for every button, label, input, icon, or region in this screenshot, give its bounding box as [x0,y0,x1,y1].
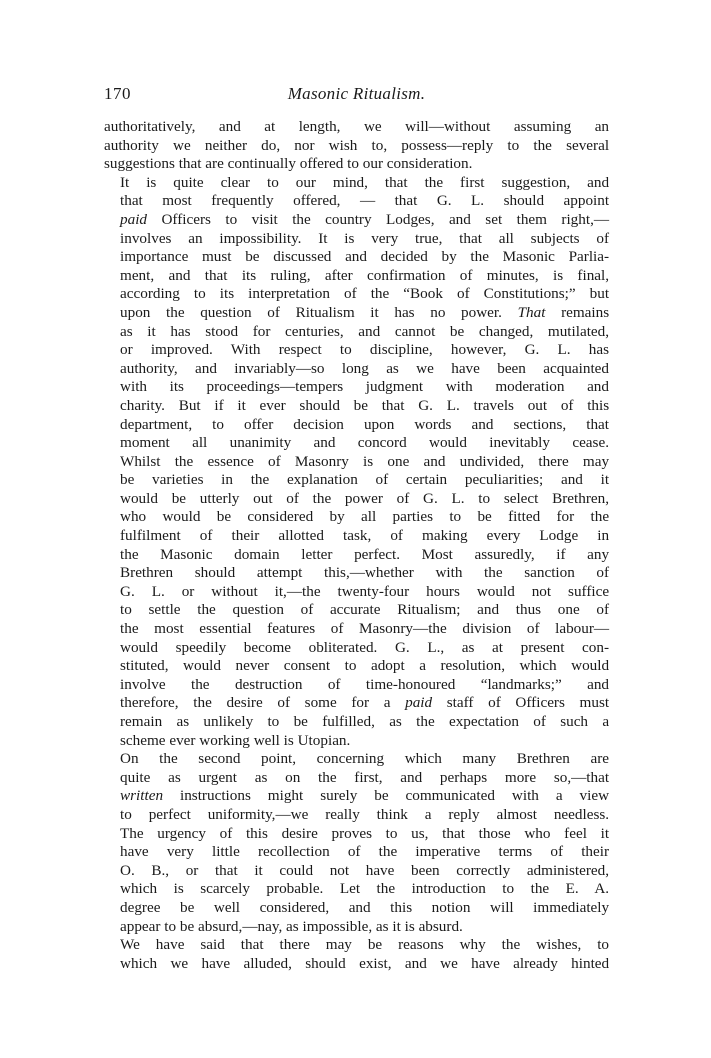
text-line: with its proceedings—tempers judgment with moderation and [120,378,609,396]
text-line: written instructions might surely be communicated with a view [120,787,610,805]
text-line: remain as unlikely to be fulfilled, as the expectation of such a [120,713,610,730]
text-line: suggestions that are continually offered to our consideration. [104,155,473,173]
text-line: that most frequently offered, — that G. L. should appoint [120,192,610,210]
text-line: department, to offer decision upon words and sections, that [120,415,610,433]
paragraph [104,750,609,936]
text-line: authority, and invariably—so long as we have been acquainted [120,359,609,377]
text-line: to perfect uniformity,—we really think a reply almost needless. [120,805,610,823]
text-line: We have said that there may be reasons why the wishes, to [120,936,610,954]
text-line: the most essential features of Masonry—the division of labour— [120,620,610,638]
text-line: to settle the question of accurate Ritualism; and thus one of [120,601,610,619]
text-line: G. L. or without it,—the twenty-four hours would not suffice [120,582,610,600]
text-line: scheme ever working well is Utopian. [120,731,351,749]
text-line: paid Officers to visit the country Lodges, and set them right,— [120,210,610,228]
text-line: have very little recollection of the imperative terms of their [120,843,610,861]
text-line: ment, and that its ruling, after confirmation of minutes, is final, [120,266,610,284]
text-line: upon the question of Ritualism it has no power. That remains [120,303,610,321]
body-text [104,118,609,973]
text-line: charity. But if it ever should be that G. L. travels out of this [120,396,610,414]
text-line: O. B., or that it could not have been correctly administered, [120,861,610,879]
text-line: appear to be absurd,—nay, as impossible, as it is absurd. [120,917,463,935]
page-number: 170 [104,84,131,103]
text-line: the Masonic domain letter perfect. Most assuredly, if any [120,545,610,563]
text-line: Brethren should attempt this,—whether with the sanction of [120,564,610,582]
text-line: On the second point, concerning which many Brethren are [120,750,609,768]
running-title: Masonic Ritualism. [287,84,426,103]
text-line: moment all unanimity and concord would inevitably cease. [120,434,609,452]
text-line: It is quite clear to our mind, that the first suggestion, and [120,173,610,191]
text-line: stituted, would never consent to adopt a resolution, which would [120,657,610,675]
text-line: who would be considered by all parties to be fitted for the [120,508,610,526]
text-line: therefore, the desire of some for a paid staff of Officers must [120,694,610,712]
text-line: degree be well considered, and this notion will immediately [120,898,610,916]
page-header [104,84,609,108]
text-line: involves an impossibility. It is very true, that all subjects of [120,229,610,247]
text-line: importance must be discussed and decided by the Masonic Parlia- [120,248,610,266]
text-line: authority we neither do, nor wish to, possess—reply to the several [104,136,610,154]
paragraph [104,174,609,750]
text-line: fulfilment of their allotted task, of making every Lodge in [120,527,610,545]
text-line: which we have alluded, should exist, and we have already hinted [120,954,610,972]
text-line: as it has stood for centuries, and cannot be changed, mutilated, [120,322,610,340]
text-line: quite as urgent as on the first, and perhaps more so,—that [120,768,610,786]
paragraph [104,118,609,174]
text-line: authoritatively, and at length, we will—without assuming an [104,118,610,135]
text-line: according to its interpretation of the “Book of Constitutions;” but [120,285,610,303]
text-line: would speedily become obliterated. G. L., as at present con- [120,638,610,656]
text-line: Whilst the essence of Masonry is one and undivided, there may [120,452,610,470]
paragraph [104,936,609,973]
text-line: or improved. With respect to discipline, however, G. L. has [120,341,609,359]
text-line: involve the destruction of time-honoured “landmarks;” and [120,675,610,693]
text-line: be varieties in the explanation of certain peculiarities; and it [120,471,610,489]
text-line: The urgency of this desire proves to us, that those who feel it [120,824,610,842]
text-line: would be utterly out of the power of G. L. to select Brethren, [120,489,610,507]
text-line: which is scarcely probable. Let the introduction to the E. A. [120,880,610,898]
